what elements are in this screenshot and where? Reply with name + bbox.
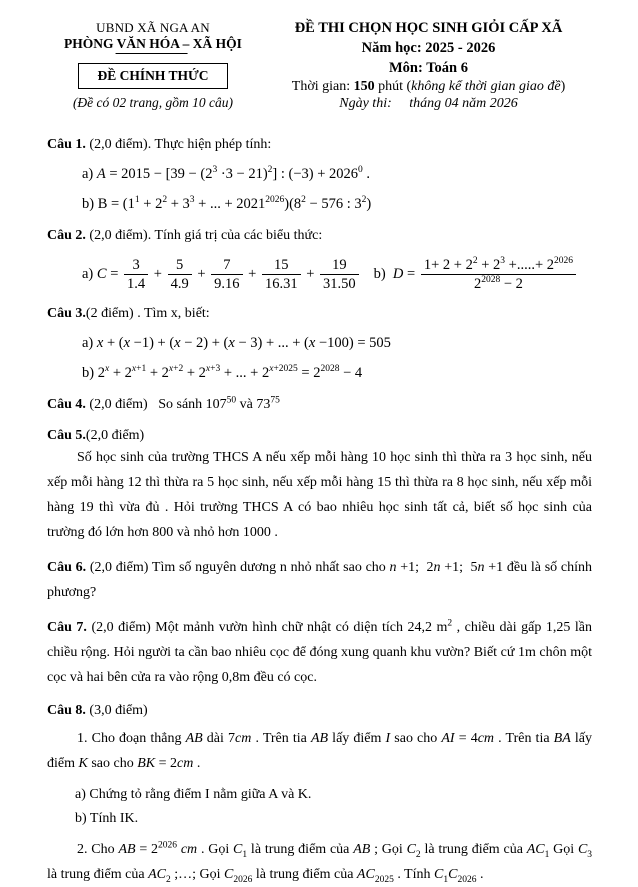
question-4 (47, 394, 592, 415)
question-5-body: Số học sinh của trường THCS A nếu xếp mỗi hàng 10 học sinh thì thừa ra 3 học sinh, nếu xếp mỗi hàng 12 thì thừa ra 5 học sinh, nếu xếp mỗi hàng 15 thì thừa ra 8 học sinh, nếu xếp mỗi hàng 19 thì vừa đủ . Hỏi trường THCS A có bao nhiêu học sinh tất cả, biết số học sinh của trường đó lớn hơn 800 và nhỏ hơn 1000 . (47, 450, 592, 541)
school-year: Năm học: 2025 - 2026 (361, 40, 496, 56)
question-2 (47, 225, 592, 293)
issuing-authority-block (47, 20, 259, 111)
exam-body (47, 134, 592, 887)
question-1-part-a: a) $A = 2015 - [39 - (2^3 \cdot 3 - 21)^2]$ : $(-3) + 2026^0$ . (82, 165, 371, 182)
question-8-part-2: 2. Cho AB = $2^{2026}$ cm . Gọi $C_1$ là trung điểm của AB ; Gọi $C_2$ là trung điểm của $AC_1$ Gọi $C_3$ là trung điểm của $AC_2$ ;…; Gọi $C_{2026}$ là trung điểm của $AC_{2025}$ . Tính $C_1C_{2026}$ . (47, 840, 593, 885)
question-6 (47, 556, 592, 606)
exam-title: ĐỀ THI CHỌN HỌC SINH GIỎI CẤP XÃ (294, 20, 563, 36)
question-6-body: Câu 6. (2,0 điểm) Tìm số nguyên dương n nhỏ nhất sao cho n +1; 2n +1; 5n +1 đều là số chính phương? (47, 559, 592, 600)
question-5-heading: Câu 5.(2,0 điểm) (47, 428, 145, 444)
time-limit: Thời gian: 150 phút (không kể thời gian giao đề) (291, 79, 566, 94)
page-count-note: (Đề có 02 trang, gồm 10 câu) (72, 95, 234, 110)
question-3-part-a: a) x + (x −1) + (x − 2) + (x − 3) + ... + (x −100) = 505 (82, 335, 391, 352)
question-8-part-1: 1. Cho đoạn thẳng AB dài 7cm . Trên tia AB lấy điểm I sao cho AI = 4cm . Trên tia BA lấy điểm K sao cho BK = 2cm . (47, 731, 592, 772)
question-8-part-1a: a) Chứng tỏ rằng điểm I nằm giữa A và K. (75, 787, 312, 803)
authority-name: UBND XÃ NGA AN (96, 20, 210, 35)
question-8-heading: Câu 8. (3,0 điểm) (47, 703, 148, 719)
exam-date: Ngày thi: tháng 04 năm 2026 (339, 96, 518, 111)
question-3-part-b: b) $2^x + 2^{x+1} + 2^{x+2} + 2^{x+3}$ + ... + $2^{x+2025} = 2^{2028} - 4$ (82, 364, 363, 382)
question-8-part-1b: b) Tính IK. (75, 810, 139, 826)
question-2-part-a: a) C = $\frac{3}{1.4}$ + $\frac{5}{4.9}$ + $\frac{7}{9.16}$ + $\frac{15}{16.31}$ + $\frac{19}{31.50}$ (82, 256, 361, 293)
question-2-part-b: b) D = $\frac{1+ 2 + 2^2 + 2^3 +.....+ 2^{2026}}{2^{2028} - 2}$ (374, 256, 578, 293)
question-7-body: Câu 7. (2,0 điểm) Một mảnh vườn hình chữ nhật có diện tích 24,2 $m^2$ , chiều dài gấp 1,25 lần chiều rộng. Hỏi người ta cần bao nhiêu cọc để đóng xung quanh khu vườn? Biết cứ 1m chôn một cọc và hai bên cửa ra vào rộng 0,8m đều có cọc. (47, 618, 592, 685)
question-7 (47, 616, 592, 691)
document-header (47, 20, 592, 112)
subject: Môn: Toán 6 (389, 60, 468, 76)
question-1-part-b: b) $B = (1^1 + 2^2 + 3^3$ + ... + $2021^{2026})(8^2 - 576$ : $3^2$) (82, 195, 372, 213)
question-8 (47, 700, 592, 887)
exam-title-block (259, 20, 592, 112)
question-4-heading: Câu 4. (2,0 điểm) So sánh $107^{50}$ và $73^{75}$ (47, 395, 280, 413)
question-1 (47, 134, 592, 215)
question-1-heading: Câu 1. (2,0 điểm). Thực hiện phép tính: (47, 137, 272, 152)
official-exam-stamp: ĐỀ CHÍNH THỨC (78, 63, 227, 89)
department-name: PHÒNG VĂN HÓA – XÃ HỘI (64, 36, 242, 54)
question-2-heading: Câu 2. (2,0 điểm). Tính giá trị của các biểu thức: (47, 228, 323, 244)
question-3-heading: Câu 3.(2 điểm) . Tìm x, biết: (47, 306, 210, 322)
question-2-expressions (47, 256, 592, 293)
question-5 (47, 425, 592, 546)
question-3 (47, 303, 592, 384)
